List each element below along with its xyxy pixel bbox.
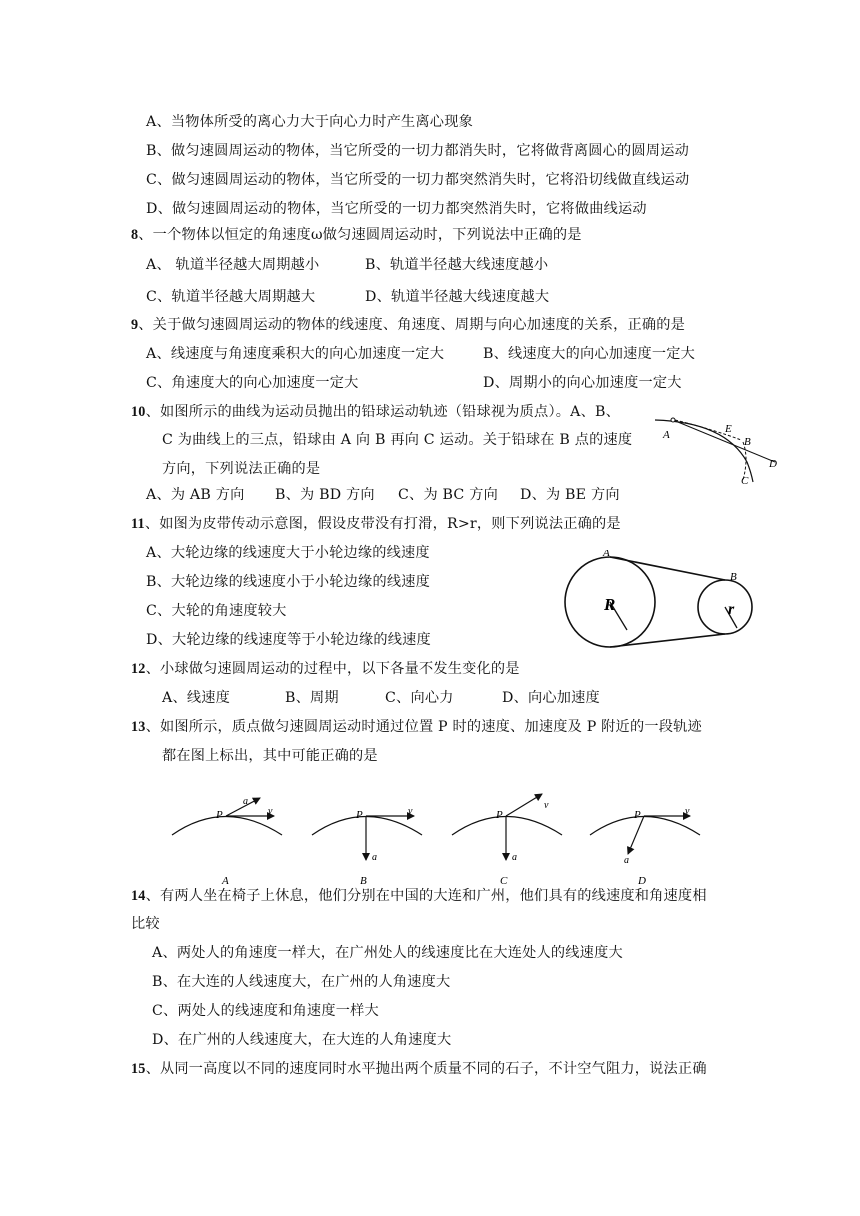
q11-label-a: A [603, 550, 610, 559]
q14-stem-line-2: 比较 [131, 916, 160, 932]
q13-c-label-v: v [544, 800, 549, 811]
q10-option-b: B、为 BD 方向 [275, 487, 375, 503]
q8-option-a: A、 轨道半径越大周期越小 [146, 257, 320, 273]
q8-option-d: D、轨道半径越大线速度越大 [365, 289, 550, 305]
q8-stem-text: 、一个物体以恒定的角速度ω做匀速圆周运动时，下列说法中正确的是 [138, 227, 582, 243]
q13-c-label-p: P [496, 809, 503, 821]
q13-a-label-p: P [216, 809, 223, 821]
q12-option-d: D、向心加速度 [502, 690, 600, 706]
q13-caption-b: B [360, 875, 367, 887]
q14-option-a: A、两处人的角速度一样大，在广州处人的线速度比在大连处人的线速度大 [152, 945, 623, 961]
q9-option-c: C、角速度大的向心加速度一定大 [146, 375, 359, 391]
q9-number: 9 [131, 317, 139, 333]
q8-option-c: C、轨道半径越大周期越大 [146, 289, 316, 305]
q11-option-d: D、大轮边缘的线速度等于小轮边缘的线速度 [146, 632, 431, 648]
q13-c-label-a: a [512, 852, 517, 863]
q13-b-label-p: P [356, 809, 363, 821]
q13-caption-c: C [500, 875, 508, 887]
q11-option-a: A、大轮边缘的线速度大于小轮边缘的线速度 [146, 545, 430, 561]
q10-stem-line-1 [131, 402, 620, 422]
q13-caption-d: D [638, 875, 646, 887]
q11-option-b: B、大轮边缘的线速度小于小轮边缘的线速度 [146, 574, 430, 590]
q13-d-label-v: v [685, 806, 690, 817]
q13-figure-c [452, 794, 562, 887]
q8-option-b: B、轨道半径越大线速度越小 [365, 257, 549, 273]
q13-c-arc [452, 817, 562, 836]
q10-label-c: C [741, 475, 749, 487]
q13-d-label-a: a [624, 855, 629, 866]
q14-stem-text-1: 、有两人坐在椅子上休息，他们分别在中国的大连和广州，他们具有的线速度和角速度相 [145, 888, 707, 904]
q10-label-a: A [663, 429, 670, 441]
q9-option-a: A、线速度与角速度乘积大的向心加速度一定大 [146, 346, 445, 362]
q10-number: 10 [131, 404, 146, 420]
q12-stem [131, 659, 520, 679]
q15-stem [131, 1059, 707, 1079]
q13-b-label-v: v [408, 806, 413, 817]
q11-belt-drive-figure [555, 550, 755, 655]
q13-stem-line-2: 都在图上标出，其中可能正确的是 [162, 748, 378, 764]
q10-point-a-marker [671, 418, 675, 422]
q11-number: 11 [131, 516, 145, 532]
q12-number: 12 [131, 661, 146, 677]
q14-number: 14 [131, 888, 146, 904]
q13-a-arc [172, 817, 282, 836]
q10-trajectory-figure [645, 410, 785, 490]
q15-number: 15 [131, 1061, 146, 1077]
q7-option-a: A、当物体所受的离心力大于向心力时产生离心现象 [146, 114, 473, 130]
q9-option-d: D、周期小的向心加速度一定大 [483, 375, 682, 391]
q14-option-d: D、在广州的人线速度大，在大连的人角速度大 [152, 1032, 452, 1048]
q13-caption-a: A [222, 875, 229, 887]
q10-stem-text-1: 、如图所示的曲线为运动员抛出的铅球运动轨迹（铅球视为质点）。A、B、 [145, 404, 620, 420]
q12-stem-text: 、小球做匀速圆周运动的过程中，以下各量不发生变化的是 [145, 661, 520, 677]
q10-option-c: C、为 BC 方向 [398, 487, 498, 503]
q11-stem [131, 514, 621, 534]
q14-option-b: B、在大连的人线速度大，在广州的人角速度大 [152, 974, 451, 990]
q10-label-d: D [769, 458, 777, 470]
q13-b-arc [312, 817, 422, 836]
q10-label-b: B [744, 436, 751, 448]
q13-a-label-v: v [268, 806, 273, 817]
q11-stem-text: 、如图为皮带传动示意图，假设皮带没有打滑，R>r，则下列说法正确的是 [144, 516, 621, 532]
q13-a-label-a: a [243, 796, 248, 807]
q7-option-d: D、做匀速圆周运动的物体，当它所受的一切力都突然消失时，它将做曲线运动 [146, 201, 647, 217]
q8-stem [131, 225, 582, 245]
q10-option-a: A、为 AB 方向 [146, 487, 245, 503]
q7-option-b: B、做匀速圆周运动的物体，当它所受的一切力都消失时，它将做背离圆心的圆周运动 [146, 143, 689, 159]
q13-d-label-p: P [634, 809, 641, 821]
q13-stem-line-1 [131, 717, 702, 737]
q11-label-b: B [730, 571, 737, 583]
q11-belt-bottom [610, 634, 725, 647]
q9-option-b: B、线速度大的向心加速度一定大 [483, 346, 696, 362]
q12-option-c: C、向心力 [385, 690, 454, 706]
q10-label-e: E [725, 423, 732, 435]
q11-label-small-r: r [728, 601, 735, 618]
q11-label-big-r: R [604, 595, 616, 614]
q13-figures [160, 780, 720, 890]
q10-option-d: D、为 BE 方向 [520, 487, 620, 503]
q9-stem [131, 315, 685, 335]
q13-figure-d [590, 806, 700, 887]
q12-option-a: A、线速度 [162, 690, 230, 706]
q11-option-c: C、大轮的角速度较大 [146, 603, 287, 619]
q11-belt-top [610, 557, 725, 580]
q13-d-arc [590, 817, 700, 836]
q9-stem-text: 、关于做匀速圆周运动的物体的线速度、角速度、周期与向心加速度的关系，正确的是 [138, 317, 686, 333]
q14-option-c: C、两处人的线速度和角速度一样大 [152, 1003, 379, 1019]
q14-stem-line-1 [131, 886, 707, 906]
q13-figure-b [312, 806, 422, 887]
q13-d-acceleration-arrow [628, 816, 644, 854]
q7-option-c: C、做匀速圆周运动的物体，当它所受的一切力都突然消失时，它将沿切线做直线运动 [146, 172, 690, 188]
q15-stem-text: 、从同一高度以不同的速度同时水平抛出两个质量不同的石子，不计空气阻力，说法正确 [145, 1061, 707, 1077]
q12-option-b: B、周期 [285, 690, 339, 706]
q10-stem-line-3: 方向，下列说法正确的是 [162, 461, 321, 477]
q13-b-label-a: a [372, 852, 377, 863]
q10-tangent-line [673, 420, 775, 462]
q13-c-velocity-arrow [506, 794, 542, 816]
q13-figure-a [172, 796, 282, 887]
q13-number: 13 [131, 719, 146, 735]
q8-number: 8 [131, 227, 139, 243]
q13-stem-text-1: 、如图所示，质点做匀速圆周运动时通过位置 P 时的速度、加速度及 P 附近的一段轨迹 [145, 719, 702, 735]
q10-stem-line-2: C 为曲线上的三点，铅球由 A 向 B 再向 C 运动。关于铅球在 B 点的速度 [162, 432, 633, 448]
